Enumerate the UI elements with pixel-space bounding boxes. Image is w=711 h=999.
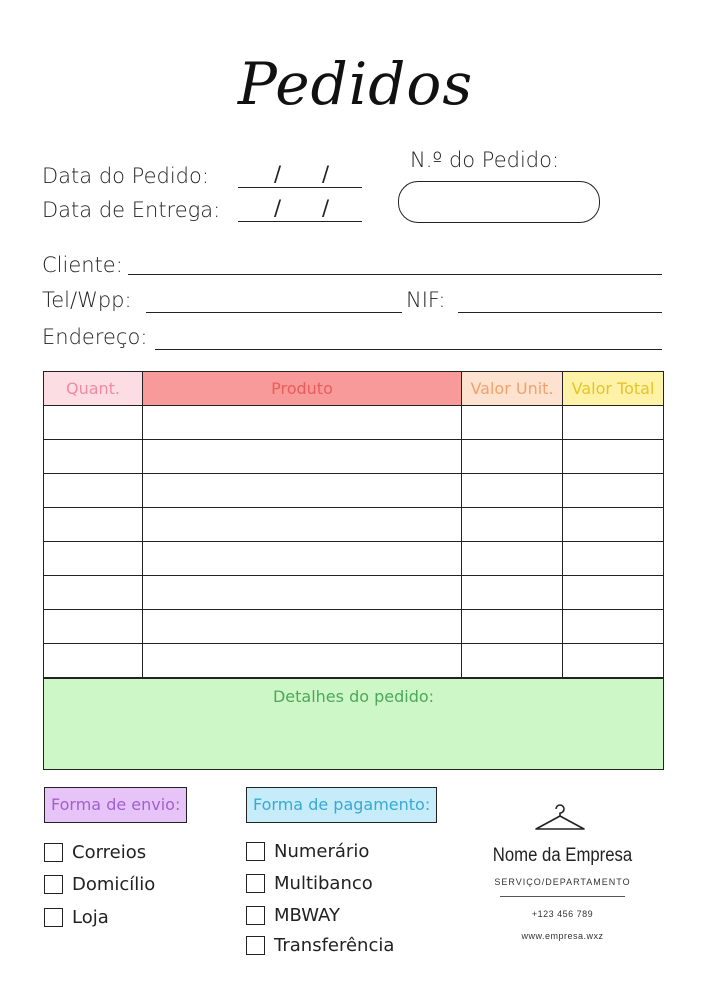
total-cell[interactable] <box>563 576 664 610</box>
order-date-field[interactable] <box>238 164 362 188</box>
hanger-icon <box>530 800 590 834</box>
product-cell[interactable] <box>143 610 462 644</box>
quantity-cell[interactable] <box>44 644 143 678</box>
order-date-label: Data do Pedido: <box>42 164 209 188</box>
page-title: Pedidos <box>237 50 474 118</box>
option-label: Transferência <box>274 934 395 956</box>
checkbox[interactable] <box>44 908 63 927</box>
product-cell[interactable] <box>143 406 462 440</box>
checkbox[interactable] <box>246 874 265 893</box>
payment-method-label: Forma de pagamento: <box>246 787 437 823</box>
company-department: SERVIÇO/DEPARTAMENTO <box>494 877 631 887</box>
unit-price-cell[interactable] <box>462 576 563 610</box>
phone-field[interactable] <box>146 288 402 313</box>
shipping-method-label: Forma de envio: <box>44 787 187 823</box>
phone-label: Tel/Wpp: <box>42 288 132 312</box>
unit-price-cell[interactable] <box>462 406 563 440</box>
nif-label: NIF: <box>406 288 446 312</box>
product-cell[interactable] <box>143 542 462 576</box>
product-cell[interactable] <box>143 440 462 474</box>
product-cell[interactable] <box>143 508 462 542</box>
table-row <box>44 644 664 678</box>
company-website: www.empresa.wxz <box>521 931 604 941</box>
checkbox[interactable] <box>44 843 63 862</box>
table-row <box>44 440 664 474</box>
total-cell[interactable] <box>563 440 664 474</box>
option-label: Loja <box>72 906 109 928</box>
address-label: Endereço: <box>42 325 148 349</box>
quantity-cell[interactable] <box>44 610 143 644</box>
product-cell[interactable] <box>143 644 462 678</box>
client-label: Cliente: <box>42 253 123 277</box>
total-cell[interactable] <box>563 508 664 542</box>
date-slash: / <box>274 162 282 186</box>
unit-price-cell[interactable] <box>462 474 563 508</box>
table-row <box>44 474 664 508</box>
date-slash: / <box>274 196 282 220</box>
option-label: Multibanco <box>274 872 373 894</box>
payment-option-numerario[interactable] <box>246 835 394 867</box>
unit-price-cell[interactable] <box>462 440 563 474</box>
payment-options <box>246 835 394 959</box>
column-header-unit-price: Valor Unit. <box>462 372 563 406</box>
order-details-area[interactable] <box>43 678 664 770</box>
date-slash: / <box>322 196 330 220</box>
total-cell[interactable] <box>563 644 664 678</box>
address-field[interactable] <box>155 325 662 350</box>
product-cell[interactable] <box>143 474 462 508</box>
table-row <box>44 406 664 440</box>
checkbox[interactable] <box>246 936 265 955</box>
shipping-option-correios[interactable] <box>44 836 155 868</box>
shipping-options <box>44 836 155 934</box>
total-cell[interactable] <box>563 406 664 440</box>
unit-price-cell[interactable] <box>462 610 563 644</box>
option-label: MBWAY <box>274 904 340 926</box>
table-row <box>44 508 664 542</box>
delivery-date-label: Data de Entrega: <box>42 198 221 222</box>
date-slash: / <box>322 162 330 186</box>
payment-option-multibanco[interactable] <box>246 867 394 899</box>
order-number-label: N.º do Pedido: <box>410 148 560 172</box>
quantity-cell[interactable] <box>44 542 143 576</box>
quantity-cell[interactable] <box>44 576 143 610</box>
quantity-cell[interactable] <box>44 474 143 508</box>
column-header-quantity: Quant. <box>44 372 143 406</box>
quantity-cell[interactable] <box>44 440 143 474</box>
company-phone: +123 456 789 <box>531 909 594 919</box>
delivery-date-field[interactable] <box>238 198 362 222</box>
unit-price-cell[interactable] <box>462 508 563 542</box>
company-divider <box>500 896 625 897</box>
table-row <box>44 576 664 610</box>
order-details-label: Detalhes do pedido: <box>272 687 435 706</box>
shipping-option-domicilio[interactable] <box>44 868 155 900</box>
total-cell[interactable] <box>563 610 664 644</box>
option-label: Numerário <box>274 840 370 862</box>
total-cell[interactable] <box>563 474 664 508</box>
table-header-row <box>44 372 664 406</box>
unit-price-cell[interactable] <box>462 644 563 678</box>
checkbox[interactable] <box>246 842 265 861</box>
checkbox[interactable] <box>246 906 265 925</box>
unit-price-cell[interactable] <box>462 542 563 576</box>
column-header-total: Valor Total <box>563 372 664 406</box>
table-row <box>44 610 664 644</box>
quantity-cell[interactable] <box>44 508 143 542</box>
option-label: Correios <box>72 841 147 863</box>
order-number-field[interactable] <box>398 181 600 223</box>
checkbox[interactable] <box>44 875 63 894</box>
payment-option-mbway[interactable] <box>246 899 394 931</box>
shipping-option-loja[interactable] <box>44 900 155 934</box>
items-table <box>43 371 664 678</box>
table-row <box>44 542 664 576</box>
column-header-product: Produto <box>143 372 462 406</box>
quantity-cell[interactable] <box>44 406 143 440</box>
option-label: Domicílio <box>72 873 156 895</box>
nif-field[interactable] <box>458 288 662 313</box>
total-cell[interactable] <box>563 542 664 576</box>
payment-option-transferencia[interactable] <box>246 931 394 959</box>
client-field[interactable] <box>128 250 662 275</box>
product-cell[interactable] <box>143 576 462 610</box>
company-name: Nome da Empresa <box>492 845 633 866</box>
